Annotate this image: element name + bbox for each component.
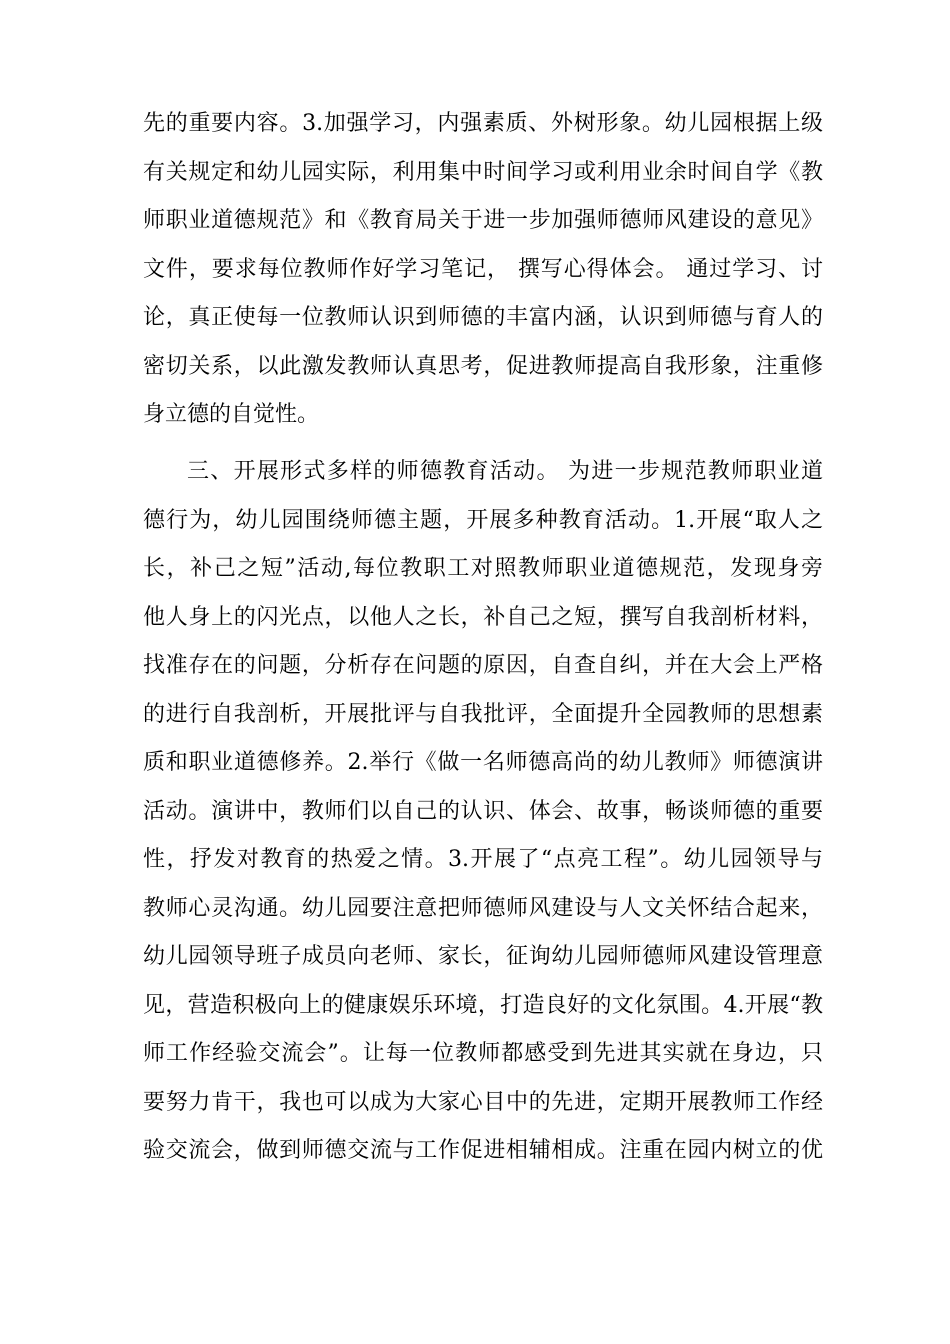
text-line: 有关规定和幼儿园实际，利用集中时间学习或利用业余时间自学《教	[143, 160, 823, 185]
text-line: 密切关系，以此激发教师认真思考，促进教师提高自我形象，注重修	[143, 354, 823, 379]
text-line: 论，真正使每一位教师认识到师德的丰富内涵，认识到师德与育人的	[143, 305, 823, 330]
text-line: 身立德的自觉性。	[143, 402, 320, 427]
text-line: 文件，要求每位教师作好学习笔记， 撰写心得体会。 通过学习、讨	[143, 257, 823, 282]
text-line: 验交流会，做到师德交流与工作促进相辅相成。注重在园内树立的优	[143, 1138, 823, 1163]
text-line: 质和职业道德修养。2.举行《做一名师德高尚的幼儿教师》师德演讲	[143, 750, 823, 775]
text-line: 性，抒发对教育的热爱之情。3.开展了“点亮工程”。幼儿园领导与	[143, 847, 823, 872]
text-line: 教师心灵沟通。幼儿园要注意把师德师风建设与人文关怀结合起来，	[143, 896, 823, 921]
text-line: 要努力肯干，我也可以成为大家心目中的先进，定期开展教师工作经	[143, 1090, 823, 1115]
text-line: 的进行自我剖析，开展批评与自我批评，全面提升全园教师的思想素	[143, 702, 823, 727]
text-line: 见，营造积极向上的健康娱乐环境，打造良好的文化氛围。4.开展“教	[143, 993, 823, 1018]
text-line: 先的重要内容。3.加强学习，内强素质、外树形象。幼儿园根据上级	[143, 111, 823, 136]
text-line: 他人身上的闪光点，以他人之长，补自己之短，撰写自我剖析材料，	[143, 605, 823, 630]
text-line: 师职业道德规范》和《教育局关于进一步加强师德师风建设的意见》	[143, 208, 823, 233]
section-heading-line: 三、开展形式多样的师德教育活动。 为进一步规范教师职业道	[187, 459, 823, 484]
text-line: 师工作经验交流会”。让每一位教师都感受到先进其实就在身边，只	[143, 1041, 823, 1066]
text-line: 幼儿园领导班子成员向老师、家长，征询幼儿园师德师风建设管理意	[143, 944, 823, 969]
text-line: 德行为，幼儿园围绕师德主题，开展多种教育活动。1.开展“取人之	[143, 508, 823, 533]
text-line: 找准存在的问题，分析存在问题的原因，自查自纠，并在大会上严格	[143, 653, 823, 678]
text-line: 长，补己之短”活动,每位教职工对照教师职业道德规范，发现身旁	[143, 556, 823, 581]
text-line: 活动。演讲中，教师们以自己的认识、体会、故事，畅谈师德的重要	[143, 799, 823, 824]
